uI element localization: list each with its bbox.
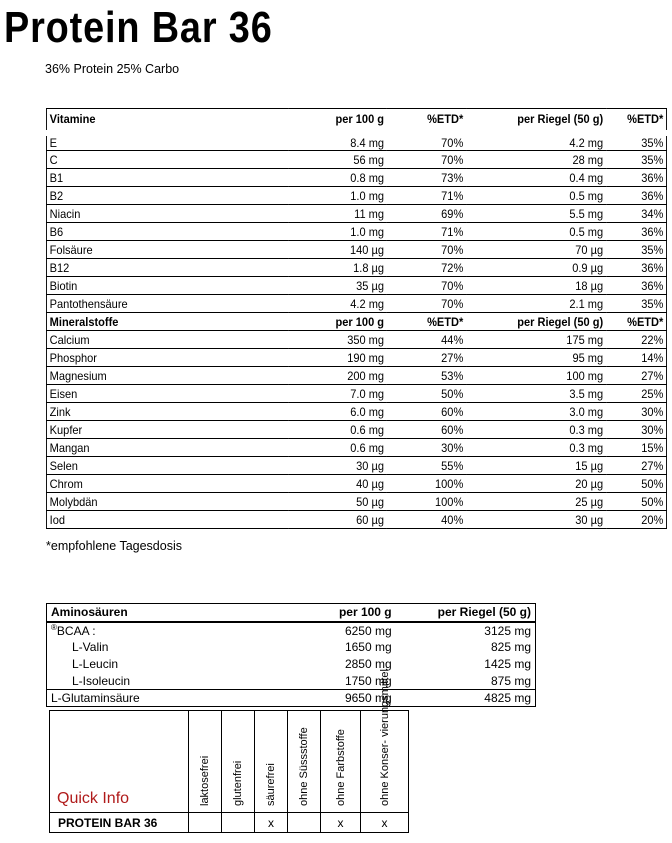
table-row [46,511,666,529]
footnote: *empfohlene Tagesdosis [46,539,182,553]
etd-bar-value: 35% [606,241,667,259]
etd-bar-value: 30% [606,403,667,421]
etd-value: 72% [387,259,466,277]
etd-value: 70% [387,133,466,151]
etd-bar-value: 35% [606,295,667,313]
quick-info-mark [189,813,222,833]
nutrient-name: B6 [46,223,288,241]
nutrient-name: Chrom [46,475,288,493]
etd-value: 55% [387,457,466,475]
per-bar-value: 25 µg [466,493,606,511]
quick-info-header-cell [189,711,222,813]
table-row [47,622,536,639]
table-row [47,690,536,707]
quick-info-header-text: ohne Farbstoffe [334,729,347,806]
amino-per-bar-header: per Riegel (50 g) [396,604,536,622]
table-row [46,385,666,403]
amino-table [46,603,536,707]
nutrient-name: Pantothensäure [46,295,288,313]
nutrient-name: Biotin [46,277,288,295]
col-per-bar-header: per Riegel (50 g) [466,313,606,331]
quick-info-mark: x [321,813,361,833]
etd-bar-value: 20% [606,511,667,529]
per-bar-value: 825 mg [396,639,536,656]
table-row [46,457,666,475]
per-bar-value: 1425 mg [396,656,536,673]
per100-value: 6.0 mg [289,403,387,421]
amino-header-label: Aminosäuren [47,604,316,622]
etd-value: 40% [387,511,466,529]
subtitle: 36% Protein 25% Carbo [45,62,180,76]
per100-value: 1.0 mg [289,223,387,241]
per100-value: 350 mg [289,331,387,349]
per100-value: 7.0 mg [289,385,387,403]
etd-bar-value: 15% [606,439,667,457]
etd-bar-value: 35% [606,151,667,169]
per100-value: 56 mg [289,151,387,169]
etd-bar-value: 50% [606,493,667,511]
etd-bar-value: 36% [606,169,667,187]
per100-value: 2850 mg [344,657,392,671]
etd-bar-value: 34% [606,205,667,223]
per-bar-value: 30 µg [466,511,606,529]
amino-name: L-Isoleucin [47,673,316,690]
quick-info-mark: x [255,813,288,833]
quick-info-header-cell [321,711,361,813]
quick-info-header-cell [222,711,255,813]
table-row [46,151,666,169]
product-name: PROTEIN BAR 36 [50,813,189,833]
quick-info-header-text: säurefrei [265,763,277,806]
etd-bar-value: 36% [606,223,667,241]
amino-name: L-Leucin [47,656,316,673]
table-row [46,295,666,313]
per-bar-value: 2.1 mg [466,295,606,313]
table-row [46,187,666,205]
etd-bar-value: 22% [606,331,667,349]
per-bar-value: 4.2 mg [466,133,606,151]
per100-value: 200 mg [289,367,387,385]
etd-value: 70% [387,277,466,295]
nutrient-name: Eisen [46,385,288,403]
etd-value: 60% [387,403,466,421]
col-etd-header: %ETD* [387,313,466,331]
nutrient-name: Mangan [46,439,288,457]
per100-value: 6250 mg [344,623,392,638]
quick-info-header-text: laktosefrei [199,755,211,806]
etd-value: 69% [387,205,466,223]
nutrient-name: Phosphor [46,349,288,367]
etd-value: 44% [387,331,466,349]
per-bar-value: 4825 mg [396,690,536,707]
etd-value: 70% [387,241,466,259]
etd-bar-value: 50% [606,475,667,493]
per-bar-value: 28 mg [466,151,606,169]
per100-value: 40 µg [289,475,387,493]
per100-value: 1.8 µg [289,259,387,277]
per100-value: 60 µg [289,511,387,529]
table-row [46,241,666,259]
col-per-bar-header: per Riegel (50 g) [466,109,606,133]
per100-value: 9650 mg [316,690,396,707]
nutrient-table [46,108,667,529]
table-row [47,673,536,690]
per-bar-value: 20 µg [466,475,606,493]
table-row [46,403,666,421]
per100-value: 1.0 mg [289,187,387,205]
per-bar-value: 875 mg [396,673,536,690]
col-etd-bar-header: %ETD* [606,109,667,133]
table-row [46,133,666,151]
table-row [46,223,666,241]
quick-info-header-text: ohne Konser- vierungsmittel [378,669,391,806]
etd-value: 30% [387,439,466,457]
nutrient-name: Zink [46,403,288,421]
per100-value: 30 µg [289,457,387,475]
table-row [46,277,666,295]
quick-info-header-cell [288,711,321,813]
etd-value: 100% [387,475,466,493]
per100-value: 190 mg [289,349,387,367]
etd-value: 73% [387,169,466,187]
table-row [46,439,666,457]
table-row [46,331,666,349]
quick-info-product-row [50,813,409,833]
per100-value: 140 µg [289,241,387,259]
etd-value: 71% [387,223,466,241]
minerals-header-label: Mineralstoffe [46,313,288,331]
etd-value: 71% [387,187,466,205]
per-bar-value: 3.0 mg [466,403,606,421]
per-bar-value: 175 mg [466,331,606,349]
amino-name: L-Valin [47,639,316,656]
etd-bar-value: 36% [606,277,667,295]
table-row [46,367,666,385]
per-bar-value: 15 µg [466,457,606,475]
nutrient-name: Molybdän [46,493,288,511]
nutrient-name: B12 [46,259,288,277]
table-row [46,259,666,277]
amino-per100-header: per 100 g [316,604,396,622]
minerals-header [46,313,666,331]
nutrient-name: Magnesium [46,367,288,385]
per-bar-value: 0.9 µg [466,259,606,277]
nutrient-name: E [46,133,288,151]
etd-bar-value: 27% [606,367,667,385]
nutrient-name: Niacin [46,205,288,223]
bcaa-mark: ® [51,623,57,632]
quick-info-label: Quick Info [50,711,189,813]
etd-bar-value: 25% [606,385,667,403]
quick-info-header-cell [255,711,288,813]
quick-info-header-row [50,711,409,813]
per-bar-value: 5.5 mg [466,205,606,223]
bcaa-name [47,622,316,639]
per100-value: 50 µg [289,493,387,511]
per100-value: 8.4 mg [289,133,387,151]
bcaa-label: BCAA : [56,624,96,638]
table-row [46,205,666,223]
nutrient-name: B1 [46,169,288,187]
etd-bar-value: 30% [606,421,667,439]
per100-value: 0.6 mg [289,439,387,457]
etd-value: 50% [387,385,466,403]
table-row [46,421,666,439]
etd-bar-value: 27% [606,457,667,475]
table-row [46,349,666,367]
quick-info-mark: x [361,813,409,833]
per100-value: 35 µg [289,277,387,295]
per-bar-value: 18 µg [466,277,606,295]
etd-bar-value: 35% [606,133,667,151]
nutrient-name: Selen [46,457,288,475]
per-bar-value: 0.5 mg [466,223,606,241]
etd-value: 60% [387,421,466,439]
per100-value: 0.8 mg [289,169,387,187]
per100-value: 11 mg [289,205,387,223]
per-bar-value: 70 µg [466,241,606,259]
quick-info-mark [288,813,321,833]
per100-value: 1650 mg [344,640,392,654]
etd-value: 100% [387,493,466,511]
etd-bar-value: 14% [606,349,667,367]
amino-name: L-Glutaminsäure [47,690,316,707]
col-per100-header: per 100 g [289,109,387,133]
amino-header [47,604,536,622]
table-row [46,169,666,187]
page-title: Protein Bar 36 [4,3,273,52]
etd-value: 70% [387,295,466,313]
table-row [47,656,536,673]
col-etd-header: %ETD* [387,109,466,133]
nutrient-name: B2 [46,187,288,205]
quick-info-mark [222,813,255,833]
etd-bar-value: 36% [606,259,667,277]
quick-info-header-text: glutenfrei [232,760,244,806]
nutrient-name: Folsäure [46,241,288,259]
per100-value: 4.2 mg [289,295,387,313]
per-bar-value: 3125 mg [396,622,536,639]
table-row [47,639,536,656]
etd-value: 70% [387,151,466,169]
per-bar-value: 3.5 mg [466,385,606,403]
nutrient-name: C [46,151,288,169]
per-bar-value: 100 mg [466,367,606,385]
per-bar-value: 0.4 mg [466,169,606,187]
per100-value: 0.6 mg [289,421,387,439]
nutrient-name: Iod [46,511,288,529]
per100-value: 1750 mg [344,673,392,688]
etd-bar-value: 36% [606,187,667,205]
vitamins-header-label: Vitamine [46,109,288,133]
per-bar-value: 0.3 mg [466,439,606,457]
col-etd-bar-header: %ETD* [606,313,667,331]
table-row [46,493,666,511]
per-bar-value: 95 mg [466,349,606,367]
col-per100-header: per 100 g [289,313,387,331]
table-row [46,475,666,493]
quick-info-header-text: ohne Süssstoffe [298,727,310,806]
vitamins-header [46,109,666,133]
nutrient-name: Calcium [46,331,288,349]
etd-value: 27% [387,349,466,367]
per-bar-value: 0.3 mg [466,421,606,439]
etd-value: 53% [387,367,466,385]
per-bar-value: 0.5 mg [466,187,606,205]
nutrient-name: Kupfer [46,421,288,439]
